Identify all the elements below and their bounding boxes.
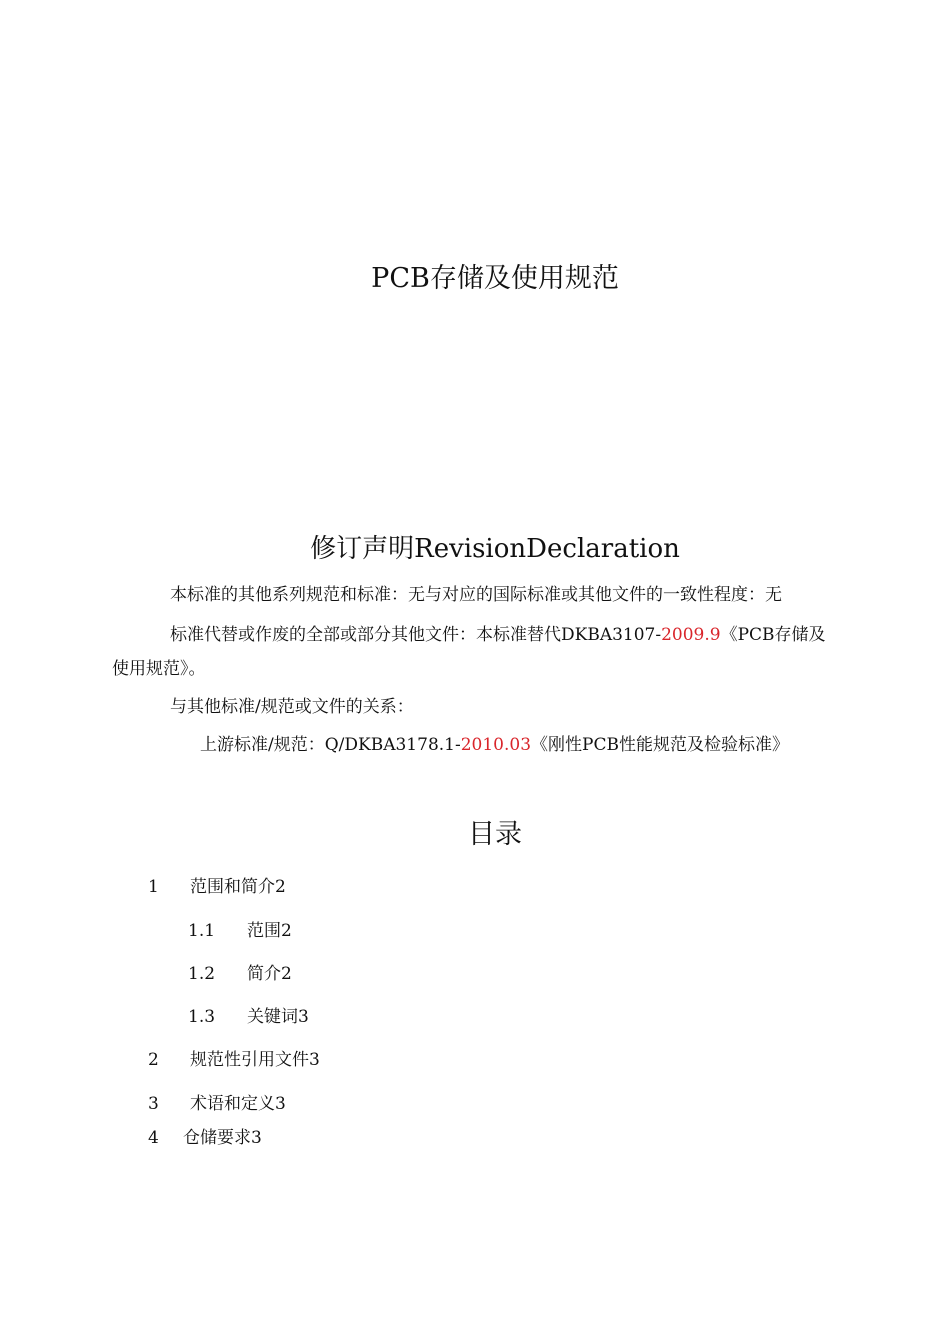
toc-item[interactable] (148, 1045, 320, 1070)
toc-item-number: 1 (148, 877, 159, 897)
upstream-year-highlight: 2010.03 (460, 735, 532, 755)
revision-paragraph-replaces (170, 620, 826, 645)
toc-item[interactable] (188, 916, 292, 941)
toc-item-number: 1.2 (188, 964, 216, 984)
toc-heading: 目录 (468, 819, 522, 850)
document-title: PCB存储及使用规范 (371, 263, 619, 294)
toc-item-label: 术语和定义3 (190, 1094, 286, 1114)
toc-item[interactable] (188, 959, 292, 984)
toc-item-number: 1.1 (188, 921, 216, 941)
toc-item-number: 3 (148, 1094, 159, 1114)
upstream-text: 上游标准/规范：Q/DKBA3178.1- (200, 735, 461, 755)
revision-paragraph-replaces-continued: 使用规范》。 (112, 659, 206, 679)
toc-item-label: 简介2 (247, 964, 292, 984)
revision-paragraph-upstream (200, 730, 789, 755)
toc-item-number: 4 (148, 1128, 159, 1148)
replaces-text: 标准代替或作废的全部或部分其他文件：本标准替代DKBA3107- (170, 625, 662, 645)
revision-heading: 修订声明RevisionDeclaration (310, 534, 680, 564)
toc-item[interactable] (148, 1089, 286, 1114)
toc-item[interactable] (188, 1002, 309, 1027)
toc-item-label: 仓储要求3 (183, 1128, 262, 1148)
replaces-doc-name: 《PCB存储及 (720, 625, 826, 645)
toc-item-number: 2 (148, 1050, 159, 1070)
toc-item-label: 范围和简介2 (190, 877, 286, 897)
toc-item-label: 关键词3 (247, 1007, 309, 1027)
toc-item-label: 规范性引用文件3 (190, 1050, 320, 1070)
toc-item-label: 范围2 (247, 921, 292, 941)
revision-paragraph-relations: 与其他标准/规范或文件的关系： (170, 697, 414, 717)
toc-item-number: 1.3 (188, 1007, 216, 1027)
toc-item[interactable] (148, 1123, 262, 1148)
toc-item[interactable] (148, 872, 286, 897)
revision-paragraph-series: 本标准的其他系列规范和标准：无与对应的国际标准或其他文件的一致性程度：无 (170, 585, 782, 605)
replaces-year-highlight: 2009.9 (661, 625, 721, 645)
upstream-doc-name: 《刚性PCB性能规范及检验标准》 (531, 735, 789, 755)
